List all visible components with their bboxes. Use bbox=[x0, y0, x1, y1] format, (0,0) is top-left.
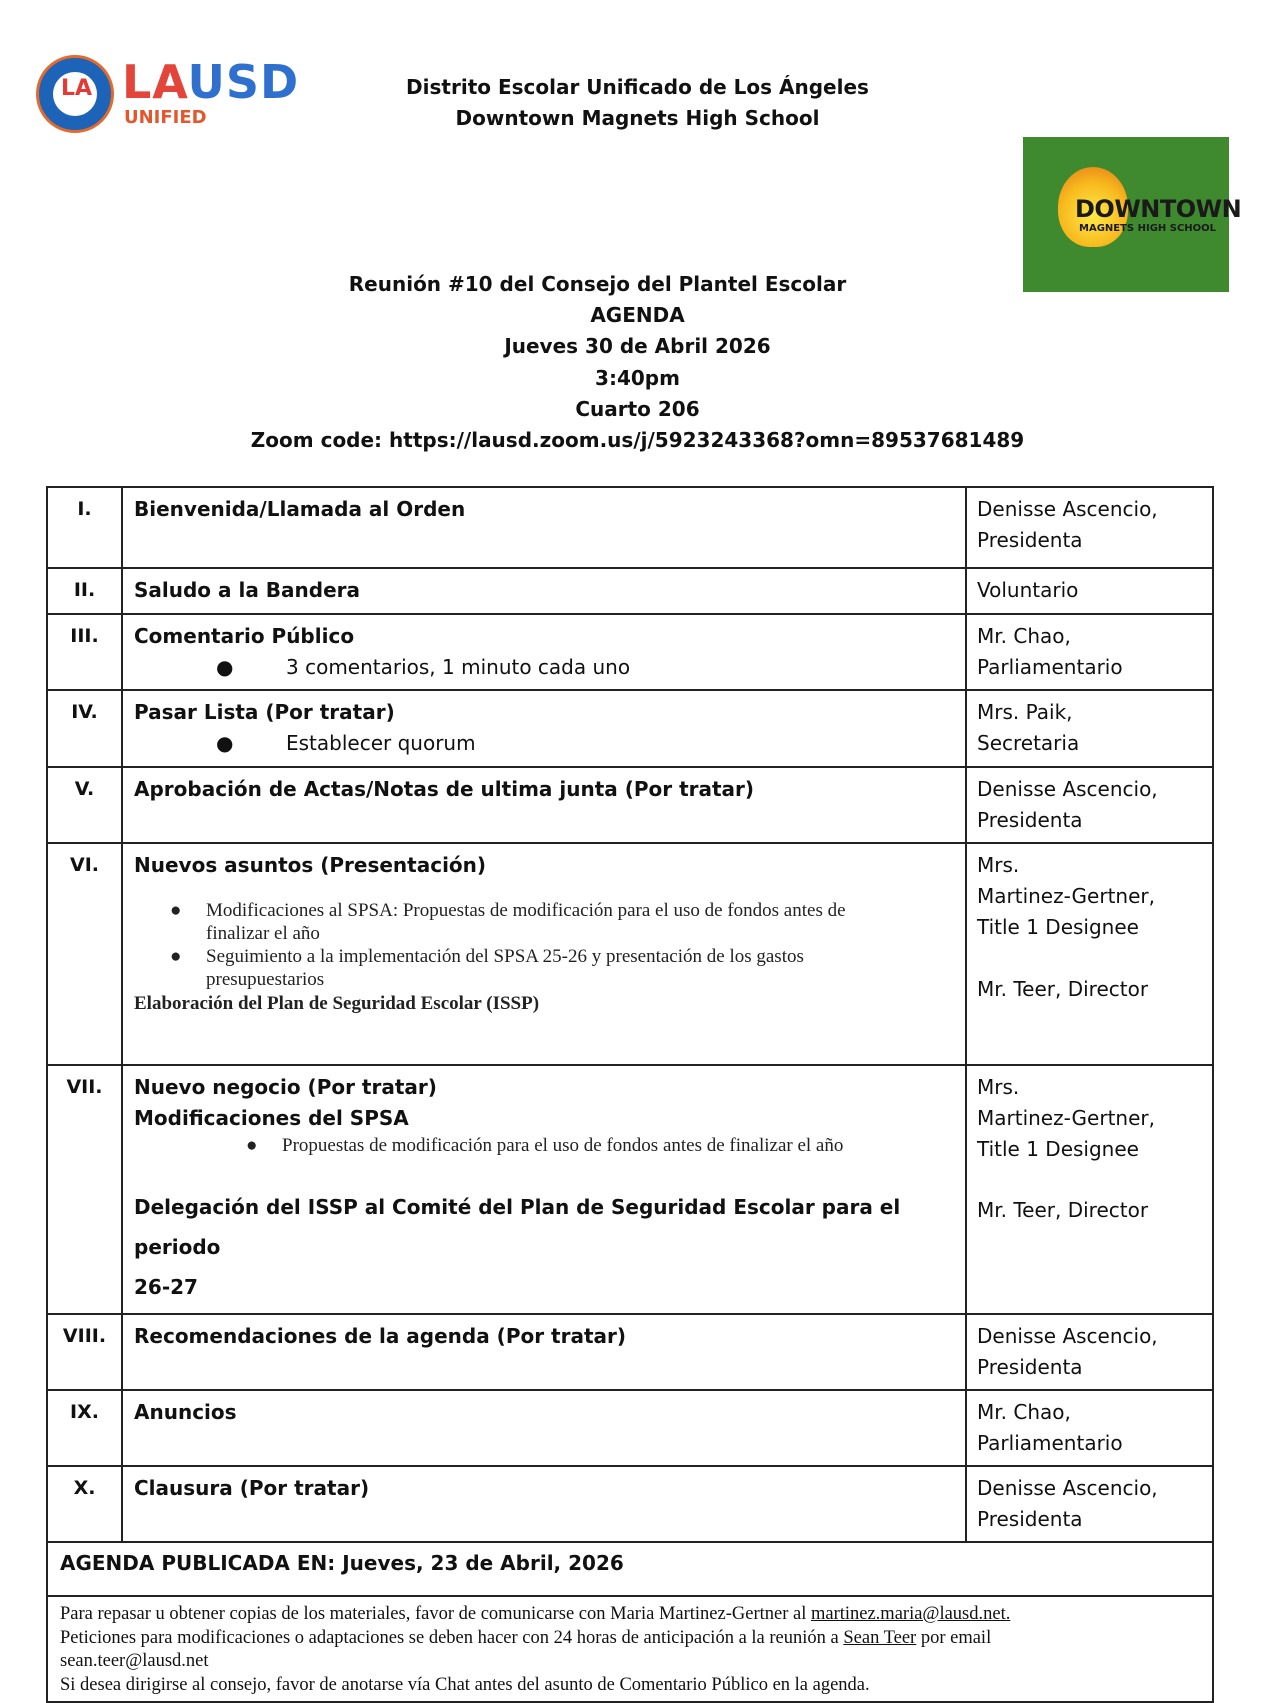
item-title: Anuncios bbox=[134, 1400, 237, 1424]
item-title: Saludo a la Bandera bbox=[134, 578, 361, 602]
agenda-row bbox=[47, 767, 1213, 843]
item-number: IX. bbox=[47, 1390, 122, 1466]
agenda-row bbox=[47, 614, 1213, 690]
item-extra: Elaboración del Plan de Seguridad Escolar (ISSP) bbox=[134, 993, 540, 1014]
item-presenter: Denisse Ascencio, Presidenta bbox=[966, 767, 1213, 843]
meeting-room: Cuarto 206 bbox=[575, 397, 700, 421]
item-number: V. bbox=[47, 767, 122, 843]
lausd-seal-icon: LA bbox=[36, 55, 114, 133]
agenda-row bbox=[47, 1314, 1213, 1390]
published-date: AGENDA PUBLICADA EN: Jueves, 23 de Abril, 2026 bbox=[47, 1542, 1213, 1596]
downtown-magnets-logo bbox=[1023, 137, 1242, 292]
notes-row bbox=[47, 1596, 1213, 1702]
agenda-row bbox=[47, 843, 1213, 1065]
lausd-logo-sub: UNIFIED bbox=[124, 107, 207, 128]
school-name: Downtown Magnets High School bbox=[455, 106, 820, 130]
item-presenter: Mrs. Paik, Secretaria bbox=[966, 690, 1213, 767]
item-bullet-list: ● Modificaciones al SPSA: Propuestas de modificación para el uso de fondos antes de finalizar el año ● Seguimiento a la implementación del SPSA 25-26 y presentación de los gastos presupuestarios bbox=[170, 900, 846, 990]
agenda-row bbox=[47, 1466, 1213, 1542]
agenda-table bbox=[46, 486, 1214, 1703]
item-number: III. bbox=[47, 614, 122, 690]
notes: Para repasar u obtener copias de los materiales, favor de comunicarse con Maria Martinez-Gertner al martinez.maria@lausd.net. Peticiones para modificaciones o adaptaciones se deben hacer con 24 horas de anticipación a la reunión a Sean Teer por email sean.teer@lausd.net Si desea dirigirse al consejo, favor de anotarse vía Chat antes del asunto de Comentario Público en la agenda. bbox=[47, 1596, 1213, 1702]
item-presenter: Mrs. Martinez-Gertner, Title 1 Designee Mr. Teer, Director bbox=[966, 843, 1213, 1065]
published-row bbox=[47, 1542, 1213, 1596]
zoom-link[interactable]: Zoom code: https://lausd.zoom.us/j/5923243368?omn=89537681489 bbox=[250, 428, 1025, 452]
item-number: I. bbox=[47, 487, 122, 568]
meeting-time: 3:40pm bbox=[595, 366, 680, 390]
contact-email-link[interactable]: martinez.maria@lausd.net. bbox=[810, 1604, 1011, 1624]
item-number: X. bbox=[47, 1466, 122, 1542]
item-title: Recomendaciones de la agenda (Por tratar) bbox=[134, 1324, 627, 1348]
item-title: Clausura (Por tratar) bbox=[134, 1476, 370, 1500]
item-title: Nuevo negocio (Por tratar) bbox=[134, 1075, 437, 1099]
agenda-row bbox=[47, 487, 1213, 568]
item-title: Nuevos asuntos (Presentación) bbox=[134, 853, 487, 877]
lausd-logo-wordmark: LAUSD bbox=[122, 55, 300, 109]
agenda-row bbox=[47, 690, 1213, 767]
item-extra: Delegación del ISSP al Comité del Plan de Seguridad Escolar para el periodo 26-27 bbox=[134, 1195, 901, 1299]
item-number: II. bbox=[47, 568, 122, 614]
contact-name-link[interactable]: Sean Teer bbox=[843, 1627, 917, 1648]
agenda-row bbox=[47, 1390, 1213, 1466]
item-title: Aprobación de Actas/Notas de ultima junta (Por tratar) bbox=[134, 777, 755, 801]
item-number: VI. bbox=[47, 843, 122, 1065]
item-bullet: ● Establecer quorum bbox=[216, 731, 476, 755]
downtown-logo-sub: MAGNETS HIGH SCHOOL bbox=[1079, 223, 1217, 234]
item-number: IV. bbox=[47, 690, 122, 767]
item-bullet: ● 3 comentarios, 1 minuto cada uno bbox=[216, 655, 631, 679]
item-bullet: ● Propuestas de modificación para el uso de fondos antes de finalizar el año bbox=[246, 1135, 844, 1156]
item-number: VII. bbox=[47, 1065, 122, 1314]
contact-email-text: sean.teer@lausd.net bbox=[60, 1651, 209, 1671]
district-name: Distrito Escolar Unificado de Los Ángeles bbox=[406, 75, 869, 99]
item-title: Comentario Público bbox=[134, 624, 355, 648]
item-title: Pasar Lista (Por tratar) bbox=[134, 700, 395, 724]
item-presenter: Mr. Chao, Parliamentario bbox=[966, 614, 1213, 690]
downtown-logo-word: DOWNTOWN bbox=[1075, 195, 1242, 223]
agenda-label: AGENDA bbox=[590, 303, 685, 327]
item-number: VIII. bbox=[47, 1314, 122, 1390]
item-presenter: Denisse Ascencio, Presidenta bbox=[966, 487, 1213, 568]
meeting-date: Jueves 30 de Abril 2026 bbox=[504, 334, 771, 358]
item-presenter: Voluntario bbox=[966, 568, 1213, 614]
meeting-title: Reunión #10 del Consejo del Plantel Escolar bbox=[348, 272, 847, 296]
item-presenter: Mr. Chao, Parliamentario bbox=[966, 1390, 1213, 1466]
item-title: Bienvenida/Llamada al Orden bbox=[134, 497, 466, 521]
item-presenter: Mrs. Martinez-Gertner, Title 1 Designee Mr. Teer, Director bbox=[966, 1065, 1213, 1314]
item-presenter: Denisse Ascencio, Presidenta bbox=[966, 1314, 1213, 1390]
agenda-row bbox=[47, 1065, 1213, 1314]
item-presenter: Denisse Ascencio, Presidenta bbox=[966, 1466, 1213, 1542]
agenda-row bbox=[47, 568, 1213, 614]
item-subtitle: Modificaciones del SPSA bbox=[134, 1106, 409, 1130]
